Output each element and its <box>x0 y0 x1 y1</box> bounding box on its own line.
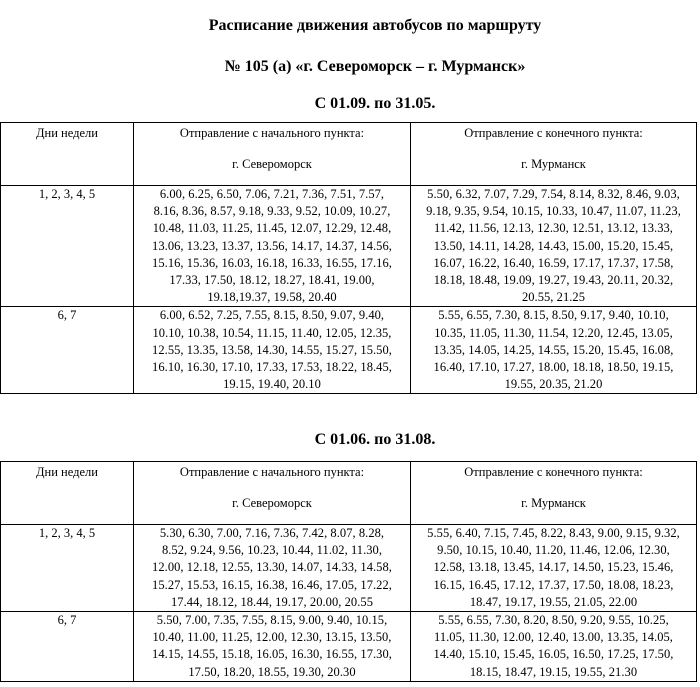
time-line: 9.18, 9.35, 9.54, 10.15, 10.33, 10.47, 11.07, 11.23, <box>426 204 681 219</box>
start-times-cell <box>134 612 411 682</box>
days-cell: 1, 2, 3, 4, 5 <box>1 186 134 307</box>
time-line: 5.55, 6.55, 7.30, 8.20, 8.50, 9.20, 9.55, 10.25, <box>438 613 669 628</box>
time-line: 13.35, 14.05, 14.25, 14.55, 15.20, 15.45, 16.08, <box>433 342 674 357</box>
time-line: 18.47, 19.17, 19.55, 21.05, 22.00 <box>469 594 638 609</box>
start-times-cell <box>134 307 411 394</box>
table-header-row <box>1 462 697 525</box>
time-line: 16.10, 16.30, 17.10, 17.33, 17.53, 18.22, 18.45, <box>152 360 392 375</box>
header-end-city: г. Мурманск <box>521 496 586 511</box>
time-line: 12.58, 13.18, 13.45, 14.17, 14.50, 15.23, 15.46, <box>433 560 674 575</box>
header-days-label: Дни недели <box>36 126 98 140</box>
days-cell: 6, 7 <box>1 612 134 682</box>
time-line: 11.05, 11.30, 12.00, 12.40, 13.00, 13.35, 14.05, <box>434 630 673 645</box>
time-line: 16.40, 17.10, 17.27, 18.00, 18.18, 18.50, 19.15, <box>433 360 674 375</box>
time-line: 5.55, 6.40, 7.15, 7.45, 8.22, 8.43, 9.00, 9.15, 9.32, <box>427 526 680 540</box>
time-line: 14.15, 14.55, 15.18, 16.05, 16.30, 16.55, 17.30, <box>152 647 392 662</box>
schedule-table-1 <box>0 122 697 394</box>
time-line: 10.40, 11.00, 11.25, 12.00, 12.30, 13.15, 13.50, <box>152 630 392 645</box>
time-line: 19.18,19.37, 19.58, 20.40 <box>207 290 337 305</box>
end-times-cell <box>411 307 697 394</box>
start-times-cell <box>134 525 411 612</box>
header-end <box>411 462 697 525</box>
time-line: 17.33, 17.50, 18.12, 18.27, 18.41, 19.00, <box>169 273 375 288</box>
time-line: 17.44, 18.12, 18.44, 19.17, 20.00, 20.55 <box>171 594 373 609</box>
time-line: 10.10, 10.38, 10.54, 11.15, 11.40, 12.05, 12.35, <box>152 325 392 340</box>
time-line: 12.00, 12.18, 12.55, 13.30, 14.07, 14.33, 14.58, <box>152 560 392 575</box>
schedule-table-2 <box>0 461 697 682</box>
time-line: 19.15, 19.40, 20.10 <box>223 377 321 392</box>
time-line: 9.50, 10.15, 10.40, 11.20, 11.46, 12.06, 12.30, <box>437 543 670 558</box>
header-days <box>1 123 134 186</box>
header-end <box>411 123 697 186</box>
period-heading-1: С 01.09. по 31.05. <box>314 95 436 112</box>
time-line: 11.42, 11.56, 12.13, 12.30, 12.51, 13.12, 13.33, <box>434 221 673 236</box>
time-line: 5.50, 6.32, 7.07, 7.29, 7.54, 8.14, 8.32, 8.46, 9.03, <box>427 187 680 201</box>
time-line: 16.15, 16.45, 17.12, 17.37, 17.50, 18.08, 18.23, <box>433 577 674 592</box>
header-end-label: Отправление с конечного пункта: <box>464 126 643 140</box>
time-line: 18.15, 18.47, 19.15, 19.55, 21.30 <box>469 664 638 679</box>
time-line: 5.55, 6.55, 7.30, 8.15, 8.50, 9.17, 9.40, 10.10, <box>438 308 669 323</box>
header-days-label: Дни недели <box>36 465 98 479</box>
time-line: 17.50, 18.20, 18.55, 19.30, 20.30 <box>188 664 356 679</box>
time-line: 19.55, 20.35, 21.20 <box>504 377 603 392</box>
time-line: 8.16, 8.36, 8.57, 9.18, 9.33, 9.52, 10.09, 10.27, <box>153 204 391 219</box>
header-start-city: г. Североморск <box>232 157 312 172</box>
time-line: 15.27, 15.53, 16.15, 16.38, 16.46, 17.05, 17.22, <box>152 577 392 592</box>
time-line: 18.18, 18.48, 19.09, 19.27, 19.43, 20.11, 20.32, <box>433 273 674 288</box>
header-start <box>134 123 411 186</box>
time-line: 12.55, 13.35, 13.58, 14.30, 14.55, 15.27, 15.50, <box>152 342 392 357</box>
header-end-city: г. Мурманск <box>521 157 586 172</box>
time-line: 16.07, 16.22, 16.40, 16.59, 17.17, 17.37, 17.58, <box>433 255 674 270</box>
time-line: 10.48, 11.03, 11.25, 11.45, 12.07, 12.29, 12.48, <box>152 221 392 236</box>
end-times-cell <box>411 612 697 682</box>
header-start-label: Отправление с начального пункта: <box>179 465 365 479</box>
header-start <box>134 462 411 525</box>
header-end-label: Отправление с конечного пункта: <box>464 465 643 479</box>
time-line: 10.35, 11.05, 11.30, 11.54, 12.20, 12.45, 13.05, <box>434 325 673 340</box>
table-header-row <box>1 123 697 186</box>
table-row <box>1 307 697 394</box>
end-times-cell <box>411 186 697 307</box>
schedule-title: Расписание движения автобусов по маршруту <box>208 17 542 34</box>
time-line: 8.52, 9.24, 9.56, 10.23, 10.44, 11.02, 11.30, <box>161 543 383 558</box>
time-line: 5.30, 6.30, 7.00, 7.16, 7.36, 7.42, 8.07, 8.28, <box>159 526 385 540</box>
header-start-city: г. Североморск <box>232 496 312 511</box>
time-line: 15.16, 15.36, 16.03, 16.18, 16.33, 16.55, 17.16, <box>152 255 392 270</box>
table-row <box>1 525 697 612</box>
time-line: 14.40, 15.10, 15.45, 16.05, 16.50, 17.25, 17.50, <box>433 647 674 662</box>
route-title: № 105 (а) «г. Североморск – г. Мурманск» <box>224 58 526 75</box>
time-line: 5.50, 7.00, 7.35, 7.55, 8.15, 9.00, 9.40, 10.15, <box>156 613 388 628</box>
time-line: 13.50, 14.11, 14.28, 14.43, 15.00, 15.20, 15.45, <box>433 238 674 253</box>
header-days <box>1 462 134 525</box>
time-line: 13.06, 13.23, 13.37, 13.56, 14.17, 14.37, 14.56, <box>152 238 392 253</box>
period-heading-2: С 01.06. по 31.08. <box>314 431 436 448</box>
table-row <box>1 186 697 307</box>
days-cell: 6, 7 <box>1 307 134 394</box>
table-row <box>1 612 697 682</box>
days-cell: 1, 2, 3, 4, 5 <box>1 525 134 612</box>
time-line: 20.55, 21.25 <box>521 290 586 305</box>
time-line: 6.00, 6.25, 6.50, 7.06, 7.21, 7.36, 7.51, 7.57, <box>159 187 385 201</box>
end-times-cell <box>411 525 697 612</box>
start-times-cell <box>134 186 411 307</box>
header-start-label: Отправление с начального пункта: <box>179 126 365 140</box>
time-line: 6.00, 6.52, 7.25, 7.55, 8.15, 8.50, 9.07, 9.40, <box>159 308 385 323</box>
